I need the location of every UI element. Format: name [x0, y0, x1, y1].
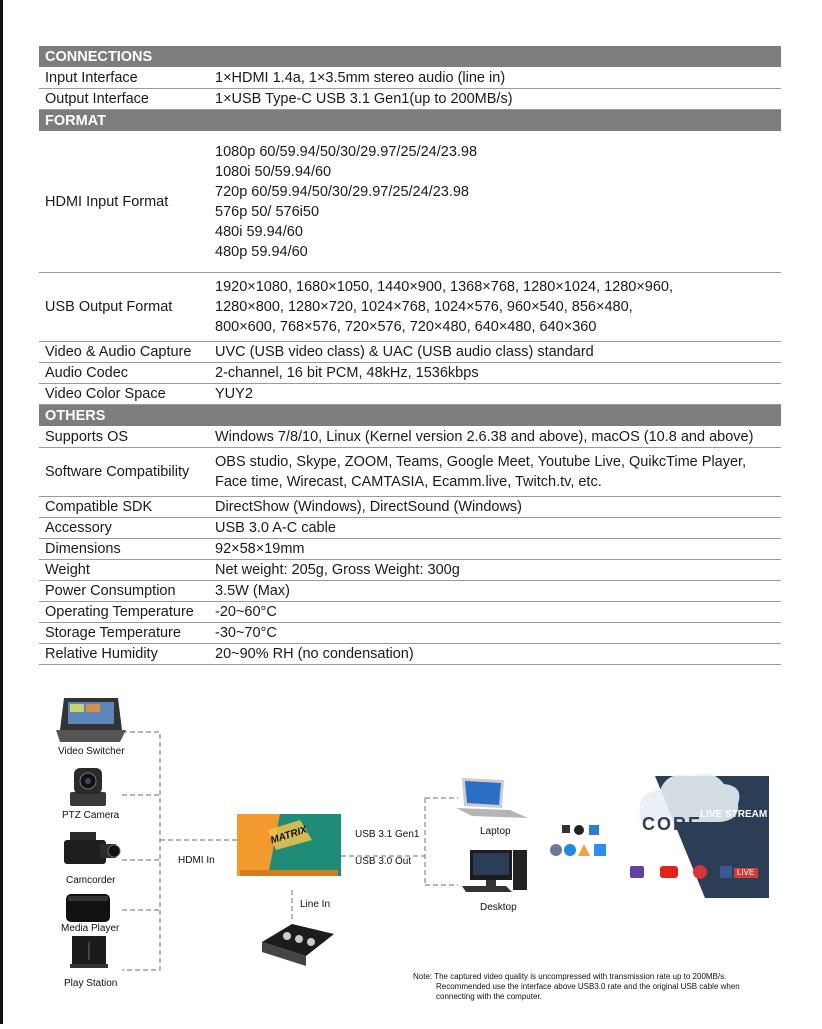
spec-value-line: 2-channel, 16 bit PCM, 48kHz, 1536kbps [215, 365, 479, 381]
spec-value-line: Windows 7/8/10, Linux (Kernel version 2.6.38 and above), macOS (10.8 and above) [215, 429, 754, 445]
spec-value-line: UVC (USB video class) & UAC (USB audio class) standard [215, 344, 594, 360]
spec-value-line: 480i 59.94/60 [215, 224, 303, 240]
video-switcher-icon [56, 698, 126, 742]
spec-value [211, 623, 781, 644]
live-stream-label: LIVE STREAM [700, 809, 768, 820]
spec-value-line: -20~60°C [215, 604, 277, 620]
spec-value [211, 384, 781, 405]
spec-value [211, 427, 781, 448]
source-label-play-station: Play Station [64, 978, 118, 989]
spec-label: Supports OS [39, 427, 211, 448]
spec-value-line: 1280×800, 1280×720, 1024×768, 1024×576, 960×540, 856×480, [215, 299, 633, 315]
spec-value-line: 3.5W (Max) [215, 583, 290, 599]
spec-row [39, 448, 781, 497]
spec-row [39, 132, 781, 273]
play-station-icon [70, 936, 108, 968]
spec-value [211, 560, 781, 581]
spec-label: Relative Humidity [39, 644, 211, 665]
spec-value [211, 448, 781, 497]
spec-label: Power Consumption [39, 581, 211, 602]
hdmi-in-label: HDMI In [178, 855, 215, 866]
spec-label: Video Color Space [39, 384, 211, 405]
spec-value-line: 800×600, 768×576, 720×576, 720×480, 640×480, 640×360 [215, 319, 597, 335]
spec-value-line: 1080i 50/59.94/60 [215, 164, 332, 180]
spec-label: USB Output Format [39, 273, 211, 342]
spec-value [211, 539, 781, 560]
spec-table [39, 46, 781, 665]
footnote-line: Note: The captured video quality is uncompressed with transmission rate up to 200MB/s. [413, 972, 727, 981]
desktop-label: Desktop [480, 902, 517, 913]
spec-value [211, 68, 781, 89]
spec-value-line: OBS studio, Skype, ZOOM, Teams, Google Meet, Youtube Live, QuikcTime Player, [215, 454, 747, 470]
ptz-camera-icon [70, 768, 106, 806]
usb30-label: USB 3.0 Out [355, 856, 412, 867]
spec-value-line: 480p 59.94/60 [215, 244, 308, 260]
camcorder-icon [64, 832, 120, 864]
spec-value [211, 363, 781, 384]
device-brand-label: MATRIX [269, 824, 309, 847]
section-header: FORMAT [39, 110, 781, 132]
spec-value-line: 1920×1080, 1680×1050, 1440×900, 1368×768, 1280×1024, 1280×960, [215, 279, 674, 295]
source-label-video-switcher: Video Switcher [58, 746, 125, 757]
spec-value [211, 497, 781, 518]
spec-value [211, 89, 781, 110]
footnote-line: Recommended use the interface above USB3.0 rate and the original USB cable when [436, 982, 740, 991]
spec-value [211, 518, 781, 539]
spec-label: Software Compatibility [39, 448, 211, 497]
live-stream-panel [630, 773, 769, 898]
spec-row [39, 602, 781, 623]
spec-value-line: 1×USB Type-C USB 3.1 Gen1(up to 200MB/s) [215, 91, 513, 107]
section-header: OTHERS [39, 405, 781, 427]
source-label-ptz-camera: PTZ Camera [62, 810, 120, 821]
media-player-icon [66, 894, 110, 922]
laptop-label: Laptop [480, 826, 511, 837]
spec-label: Audio Codec [39, 363, 211, 384]
spec-value-line: 1×HDMI 1.4a, 1×3.5mm stereo audio (line in) [215, 70, 506, 86]
spec-row [39, 518, 781, 539]
spec-value [211, 132, 781, 273]
spec-label: Storage Temperature [39, 623, 211, 644]
spec-value-line: 576p 50/ 576i50 [215, 204, 320, 220]
spec-label: Compatible SDK [39, 497, 211, 518]
spec-label: Output Interface [39, 89, 211, 110]
spec-row [39, 560, 781, 581]
spec-row [39, 384, 781, 405]
spec-value [211, 602, 781, 623]
audio-mixer-icon [262, 924, 334, 966]
spec-row [39, 273, 781, 342]
spec-value-line: Face time, Wirecast, CAMTASIA, Ecamm.live, Twitch.tv, etc. [215, 474, 602, 490]
spec-row [39, 363, 781, 384]
spec-label: HDMI Input Format [39, 132, 211, 273]
footnote-line: connecting with the computer. [436, 992, 542, 1001]
spec-label: Dimensions [39, 539, 211, 560]
spec-value-line: 92×58×19mm [215, 541, 305, 557]
spec-label: Video & Audio Capture [39, 342, 211, 363]
spec-value-line: 1080p 60/59.94/50/30/29.97/25/24/23.98 [215, 144, 478, 160]
spec-value [211, 342, 781, 363]
spec-row [39, 623, 781, 644]
usb31-label: USB 3.1 Gen1 [355, 829, 420, 840]
spec-value-line: YUY2 [215, 386, 253, 402]
source-label-media-player: Media Player [61, 923, 120, 934]
spec-row [39, 342, 781, 363]
spec-value [211, 581, 781, 602]
footnote [413, 972, 740, 1002]
spec-value-line: 20~90% RH (no condensation) [215, 646, 414, 662]
spec-value-line: 720p 60/59.94/50/30/29.97/25/24/23.98 [215, 184, 469, 200]
software-icons [550, 825, 606, 856]
desktop-icon [462, 850, 527, 892]
cloud-core-label: CORE [642, 814, 703, 834]
spec-row [39, 581, 781, 602]
spec-value-line: DirectShow (Windows), DirectSound (Windows) [215, 499, 522, 515]
laptop-icon [456, 778, 528, 818]
source-label-camcorder: Camcorder [66, 875, 116, 886]
spec-row [39, 539, 781, 560]
spec-value [211, 273, 781, 342]
spec-label: Weight [39, 560, 211, 581]
spec-row [39, 644, 781, 665]
line-in-label: Line In [300, 899, 331, 910]
spec-value [211, 644, 781, 665]
spec-row [39, 68, 781, 89]
spec-row [39, 427, 781, 448]
spec-label: Accessory [39, 518, 211, 539]
spec-value-line: Net weight: 205g, Gross Weight: 300g [215, 562, 460, 578]
section-header: CONNECTIONS [39, 46, 781, 68]
spec-value-line: -30~70°C [215, 625, 277, 641]
spec-row [39, 497, 781, 518]
spec-row [39, 89, 781, 110]
capture-device-icon [237, 814, 341, 876]
live-badge: LIVE [737, 868, 755, 877]
spec-label: Input Interface [39, 68, 211, 89]
spec-label: Operating Temperature [39, 602, 211, 623]
spec-value-line: USB 3.0 A-C cable [215, 520, 336, 536]
